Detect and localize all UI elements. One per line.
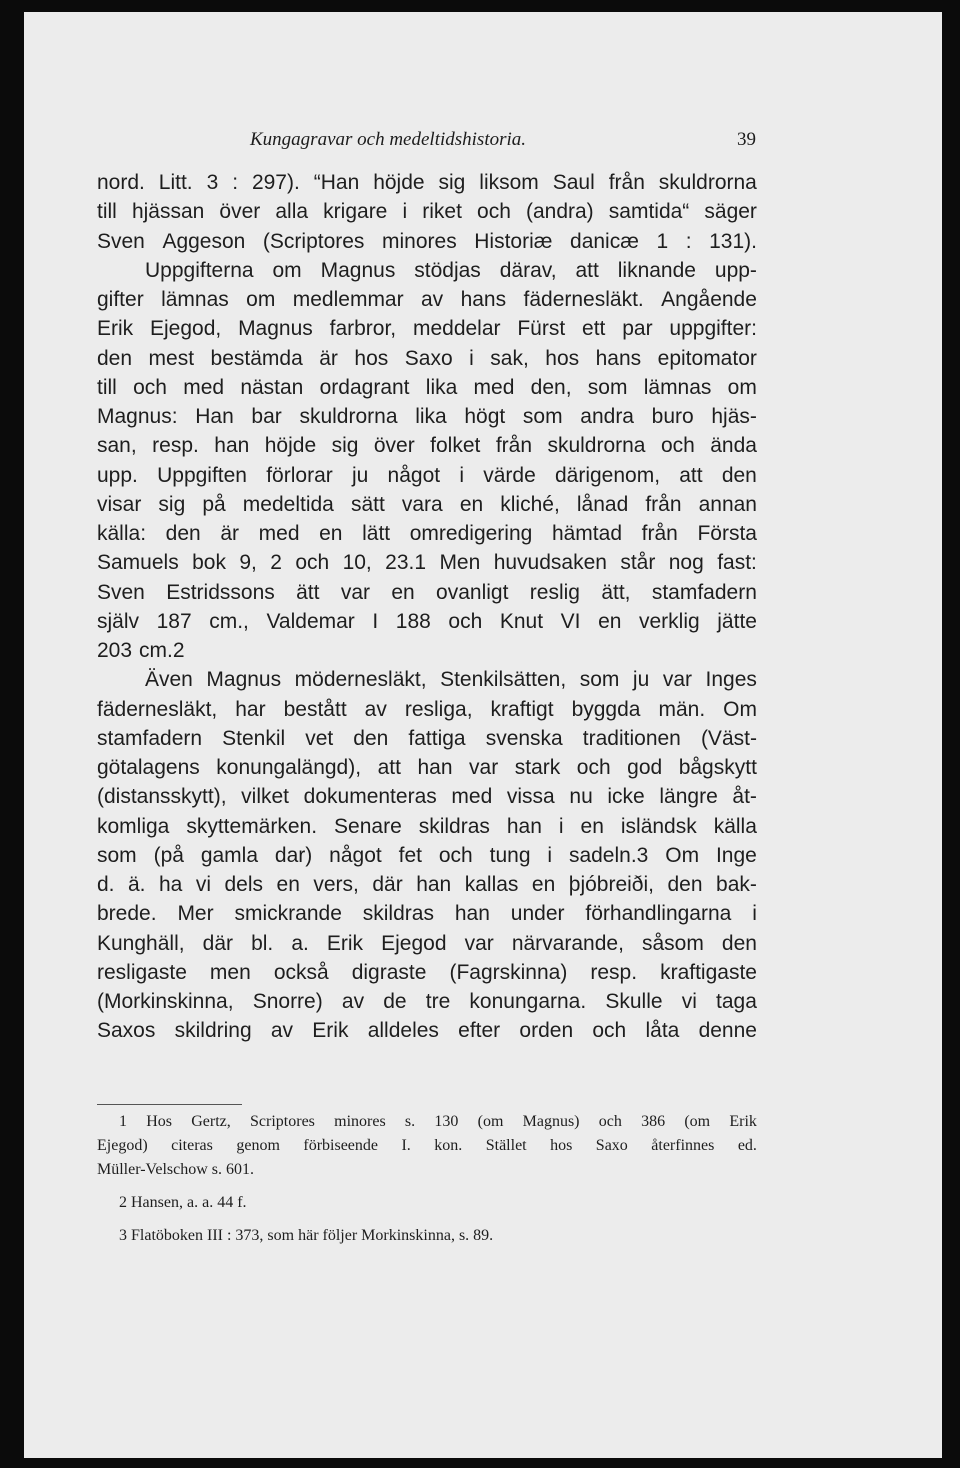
body-text: [97, 168, 757, 1046]
body-line: Magnus: Han bar skuldrorna lika högt som andra buro hjäs-: [97, 405, 757, 428]
body-line: Uppgifterna om Magnus stödjas därav, att liknande upp-: [145, 258, 757, 282]
page-number: 39: [737, 129, 756, 150]
footnote-line: 2 Hansen, a. a. 44 f.: [119, 1194, 247, 1211]
body-line: den mest bestämda är hos Saxo i sak, hos hans epitomator: [97, 346, 757, 370]
running-head: [98, 129, 756, 157]
body-line: 203 cm.2: [97, 639, 185, 662]
body-line: nord. Litt. 3 : 297). “Han höjde sig liksom Saul från skuldrorna: [97, 171, 757, 194]
body-line: fädernesläkt, har bestått av resliga, kraftigt byggda män. Om: [97, 697, 757, 721]
body-line: (distansskytt), vilket dokumenteras med vissa nu icke längre åt-: [97, 785, 757, 809]
footnote-line: Ejegod) citeras genom förbiseende I. kon. Stället hos Saxo återfinnes ed.: [97, 1137, 757, 1154]
body-line: (Morkinskinna, Snorre) av de tre konungarna. Skulle vi taga: [97, 990, 757, 1013]
body-line: källa: den är med en lätt omredigering hämtad från Första: [97, 522, 757, 545]
body-line: stamfadern Stenkil vet den fattiga svenska traditionen (Väst-: [97, 726, 757, 750]
footnote-line: Müller-Velschow s. 601.: [97, 1161, 254, 1178]
body-line: Sven Aggeson (Scriptores minores Historiæ danicæ 1 : 131).: [97, 229, 757, 253]
body-line: komliga skyttemärken. Senare skildras han i en isländsk källa: [97, 814, 757, 838]
body-line: Sven Estridssons ätt var en ovanligt reslig ätt, stamfadern: [97, 580, 757, 604]
body-line: d. ä. ha vi dels en vers, där han kallas en þjóbreiði, den bak-: [97, 873, 757, 896]
body-line: visar sig på medeltida sätt vara en kliché, lånad från annan: [97, 492, 757, 516]
body-line: som (på gamla dar) något fet och tung i sadeln.3 Om Inge: [97, 843, 757, 867]
body-line: upp. Uppgiften förlorar ju något i värde därigenom, att den: [97, 463, 757, 487]
body-line: resligaste men också digraste (Fagrskinna) resp. kraftigaste: [97, 960, 757, 984]
footnote-line: 1 Hos Gertz, Scriptores minores s. 130 (om Magnus) och 386 (om Erik: [119, 1113, 757, 1130]
body-line: gifter lämnas om medlemmar av hans fädernesläkt. Angående: [97, 288, 757, 311]
body-line: san, resp. han höjde sig över folket från skuldrorna och ända: [97, 434, 757, 458]
body-line: götalagens konungalängd), att han var stark och god bågskytt: [97, 756, 757, 779]
body-line: brede. Mer smickrande skildras han under förhandlingarna i: [97, 902, 757, 926]
footnote-rule: [97, 1104, 242, 1105]
body-line: Erik Ejegod, Magnus farbror, meddelar Fürst ett par uppgifter:: [97, 317, 757, 341]
body-line: själv 187 cm., Valdemar I 188 och Knut VI en verklig jätte: [97, 609, 757, 633]
footnotes: [97, 1110, 757, 1248]
body-line: till och med nästan ordagrant lika med den, som lämnas om: [97, 375, 757, 399]
body-line: Även Magnus mödernesläkt, Stenkilsätten, som ju var Inges: [145, 668, 757, 692]
body-line: till hjässan över alla krigare i riket och (andra) samtida“ säger: [97, 200, 757, 224]
body-line: Kunghäll, där bl. a. Erik Ejegod var närvarande, såsom den: [97, 931, 757, 955]
body-line: Saxos skildring av Erik alldeles efter orden och låta denne: [97, 1019, 757, 1043]
body-line: Samuels bok 9, 2 och 10, 23.1 Men huvudsaken står nog fast:: [97, 551, 757, 575]
footnote-line: 3 Flatöboken III : 373, som här följer Morkinskinna, s. 89.: [119, 1227, 494, 1244]
running-head-title: Kungagravar och medeltidshistoria.: [250, 129, 527, 150]
